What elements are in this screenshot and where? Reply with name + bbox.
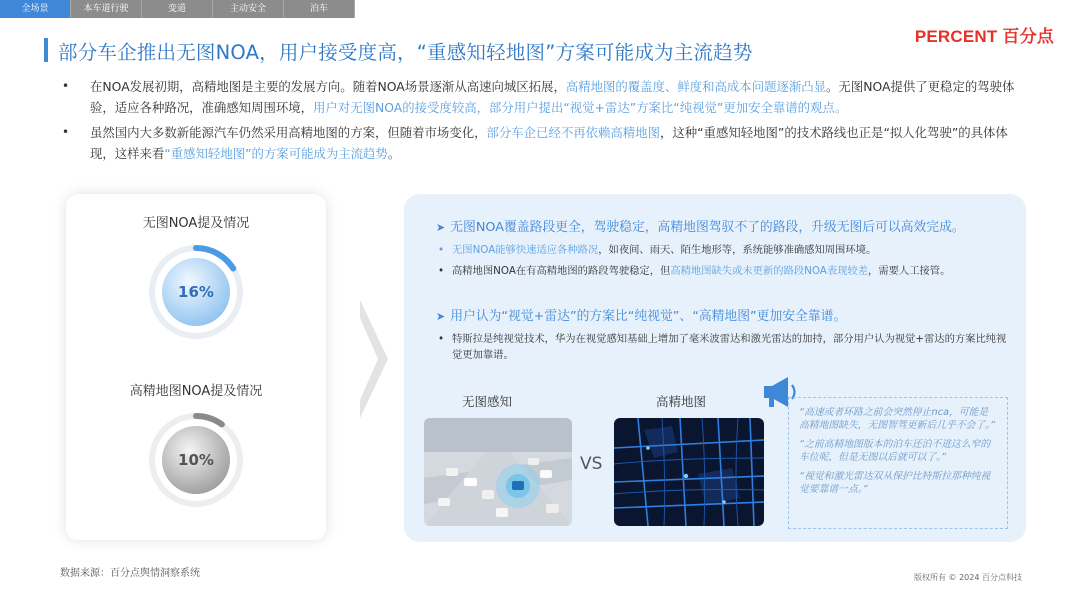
tab-lane-change[interactable]: 变道 <box>142 0 213 18</box>
bullet-dot: • <box>62 125 70 139</box>
page-title: 部分车企推出无图NOA，用户接受度高，“重感知轻地图”方案可能成为主流趋势 <box>58 41 753 64</box>
bullet-dot: • <box>438 265 445 277</box>
intro-bullets <box>60 76 1020 168</box>
hd-map-percent: 10% <box>178 451 214 469</box>
chevron-icon: ➤ <box>436 221 446 234</box>
intro-bullet-1 <box>60 76 1020 118</box>
bullet-text: 虽然国内大多数新能源汽车仍然采用高精地图的方案，但随着市场变化，部分车企已经不再依赖高精地图，这种“重感知轻地图”的技术路线也正是“拟人化驾驶”的具体体现，这样来看“重感知轻地图”的方案可能成为主流趋势。 <box>90 125 1008 161</box>
tab-active-safety[interactable]: 主动安全 <box>213 0 284 18</box>
tab-lane-driving[interactable]: 本车道行驶 <box>71 0 142 18</box>
section1-heading: ➤ 无图NOA覆盖路段更全，驾驶稳定，高精地图驾驭不了的路段，升级无图后可以高效完成。 <box>436 220 965 235</box>
image-label-hd-map: 高精地图 <box>655 394 706 409</box>
user-quote-3: “视觉和激光雷达双从保护比特斯拉那种纯视觉要靠谱一点。” <box>799 471 991 495</box>
data-source: 数据来源：百分点舆情洞察系统 <box>60 568 200 579</box>
hd-map-illustration <box>614 418 764 526</box>
section1-item-1: • 无图NOA能够快速适应各种路况，如夜间、雨天、陌生地形等，系统能够准确感知周围环境。 <box>438 244 877 256</box>
versus-label: VS <box>580 454 603 474</box>
bullet-dot: • <box>438 333 445 345</box>
perception-illustration <box>424 418 572 526</box>
section2-heading: ➤ 用户认为“视觉+雷达”的方案比“纯视觉”、“高精地图”更加安全靠谱。 <box>436 309 847 324</box>
title-accent-bar <box>44 38 48 62</box>
bullet-text: 在NOA发展初期，高精地图是主要的发展方向。随着NOA场景逐渐从高速向城区拓展，高精地图的覆盖度、鲜度和高成本问题逐渐凸显。无图NOA提供了更稳定的驾驶体验，适应各种路况，准确感知周围环境，用户对无图NOA的接受度较高，部分用户提出“视觉+雷达”方案比“纯视觉”更加安全靠谱的观点。 <box>90 79 1015 115</box>
circle-label-no-map: 无图NOA提及情况 <box>142 216 250 231</box>
section2-item-1: • 特斯拉是纯视觉技术，华为在视觉感知基础上增加了毫米波雷达和激光雷达的加持，部分用户认为视觉+雷达的方案比纯视觉更加靠谱。 <box>438 333 1007 361</box>
no-map-percent: 16% <box>178 283 214 301</box>
user-quote-1: “高速或者环路之前会突然停止nca，可能是高精地图缺失，无图智驾更新后几乎不会了。” <box>799 407 996 431</box>
top-tabs <box>0 0 355 18</box>
tab-parking[interactable]: 泊车 <box>284 0 355 18</box>
bullet-dot: • <box>62 79 70 93</box>
mention-rate-card <box>66 194 326 540</box>
image-label-no-map: 无图感知 <box>461 394 512 409</box>
chevron-icon: ➤ <box>436 310 446 323</box>
tab-all-scenes[interactable]: 全场景 <box>0 0 71 18</box>
user-quote-2: “之前高精地图版本的泊车还泊不进这么窄的车位呢，但是无图以后就可以了。” <box>799 439 991 463</box>
brand-logo: PERCENT 百分点 <box>914 27 1054 46</box>
user-quotes-box <box>788 397 1008 529</box>
detail-panel <box>404 194 1026 542</box>
circle-label-hd-map: 高精地图NOA提及情况 <box>129 384 263 399</box>
bullet-dot: • <box>438 244 445 256</box>
chevron-right-icon <box>360 300 388 418</box>
section1-item-2: • 高精地图NOA在有高精地图的路段驾驶稳定，但高精地图缺失或未更新的路段NOA表现较差，需要人工接管。 <box>438 265 951 277</box>
copyright: 版权所有 © 2024 百分点科技 <box>914 573 1022 582</box>
intro-bullet-2 <box>60 122 1020 164</box>
